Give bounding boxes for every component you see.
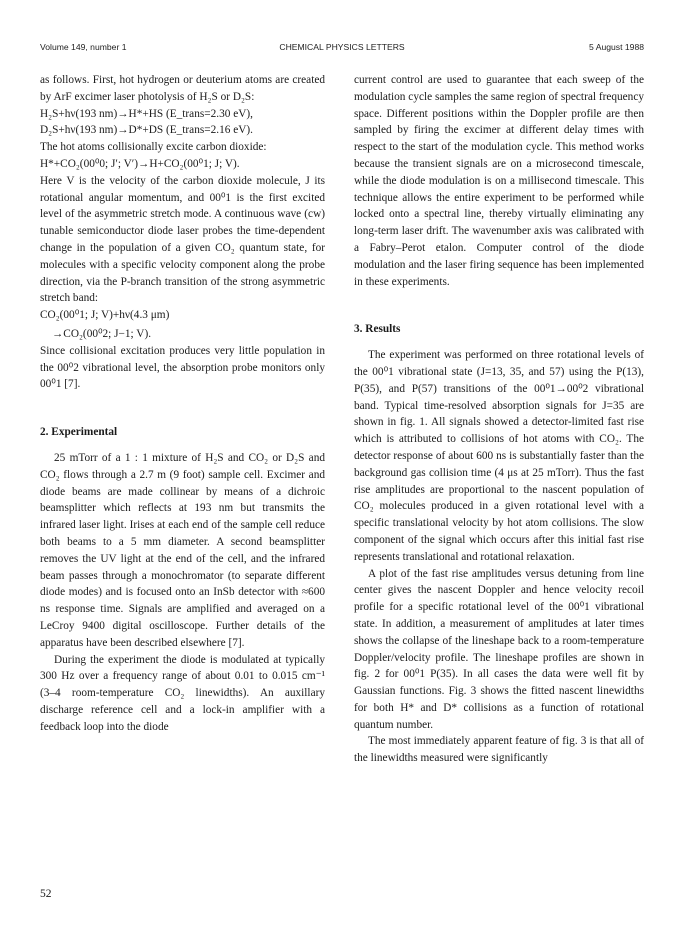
right-column [354,72,644,767]
results-paragraph-3: The most immediately apparent feature of fig. 3 is that all of the linewidths measured were significantly [354,735,644,765]
equation-probe-line2: →CO₂(00⁰2; J−1; V). [52,327,152,340]
equation-collisional-excitation: H*+CO₂(00⁰0; J′; V′)→H+CO₂(00⁰1; J; V). [40,157,240,170]
volume-info: Volume 149, number 1 [40,42,127,52]
equation-h2s-photolysis: H₂S+hν(193 nm)→H*+HS (E_trans=2.30 eV), [40,107,253,120]
results-paragraph-1: The experiment was performed on three rotational levels of the 00⁰1 vibrational state (J=13, 35, and 57) using the P(13), P(35), and P(57) transitions of the 00⁰1→00⁰2 vibrational band. Typical time-resolved absorption signals for J=35 are shown in fig. 1. All signals showed a detector-limited fast rise which is attributed to collisions of hot atoms with CO₂. The detector response of about 600 ns is substantially faster than the background gas collision time (4 μs at 25 mTorr). Thus the fast rise amplitudes are proportional to the nascent population of CO₂ molecules produced in a given rotational level with a specific translational velocity by hot atom collisions. The slow component of the signal which occurs after this initial fast rise represents translational and rotational relaxation. [354,349,644,563]
left-column [40,72,325,735]
results-paragraph-2: A plot of the fast rise amplitudes versus detuning from line center gives the nascent Doppler and hence velocity recoil profile for a specific rotational level of the 00⁰1 vibrational state. In addition, a measurement of amplitudes at later times shows the collapse of the lineshape back to a room-temperature Doppler/velocity profile. The lineshape profiles are shown in fig. 2 for 00⁰1 P(35). In all cases the data were well fit by Gaussian functions. Fig. 3 shows the fitted nascent linewidths for both H* and D* collisions as a function of rotational quantum number. [354,567,644,731]
probe-paragraph: Since collisional excitation produces very little population in the 00⁰2 vibrational level, the absorption probe monitors only 00⁰1 [7]. [40,344,325,391]
continuation-paragraph: current control are used to guarantee that each sweep of the modulation cycle samples the same region of spectral frequency space. Different positions within the Doppler profile are then sampled by firing the excimer at different delay times with respect to the start of the modulation cycle. This method works because the transient signals are on a microsecond timescale, while the diode modulation is on a millisecond timescale. This technique allows the entire experiment to be performed while locked onto a spectral line, thereby virtually eliminating any long-term laser drift. The wavenumber axis was calibrated with a Fabry–Perot etalon. Computer control of the diode modulation and the laser firing sequence has been implemented in these experiments. [354,74,644,288]
experimental-paragraph-2: During the experiment the diode is modulated at typically 300 Hz over a frequency range of about 0.01 to 0.015 cm⁻¹ (3–4 room-temperature CO₂ linewidths). An auxillary discharge reference cell and a lock-in amplifier with a feedback loop into the diode [40,653,325,733]
equation-probe-line1: CO₂(00⁰1; J; V)+hν(4.3 μm) [40,309,170,322]
definitions-paragraph: Here V is the velocity of the carbon dioxide molecule, J its rotational angular momentum, and 00⁰1 is the first excited level of the asymmetric stretch mode. A continuous wave (cw) tunable semiconductor diode laser probes the time-dependent change in the population of a given CO₂ quantum state, for molecules with a specific velocity component along the probe direction, via the P-branch transition of the strong asymmetric stretch band: [40,174,325,305]
journal-name: CHEMICAL PHYSICS LETTERS [279,42,405,52]
running-header [40,42,644,56]
equation-d2s-photolysis: D₂S+hν(193 nm)→D*+DS (E_trans=2.16 eV). [40,124,253,137]
section-heading-results: 3. Results [354,323,401,336]
collision-sentence: The hot atoms collisionally excite carbon dioxide: [40,141,267,154]
section-heading-experimental: 2. Experimental [40,426,118,439]
experimental-paragraph-1: 25 mTorr of a 1 : 1 mixture of H₂S and CO₂ or D₂S and CO₂ flows through a 2.7 m (9 foot) sample cell. Excimer and diode beams are made collinear by means of a dichroic beamsplitter which reflects at 193 nm but transmits the infrared laser light. Irises at each end of the sample cell reduce both beams to a 5 mm diameter. A second beamsplitter removes the UV light at the end of the cell, and the infrared beam passes through a monochromator (to separate different diode modes) and is focused onto an InSb detector with ≈600 ns response time. Signals are amplified and averaged on a LeCroy 9400 digital oscilloscope. Further details of the apparatus have been described elsewhere [7]. [40,451,325,649]
intro-paragraph: as follows. First, hot hydrogen or deuterium atoms are created by ArF excimer laser photolysis of H₂S or D₂S: [40,74,325,103]
issue-date: 5 August 1988 [589,42,644,52]
page-number: 52 [40,888,52,900]
